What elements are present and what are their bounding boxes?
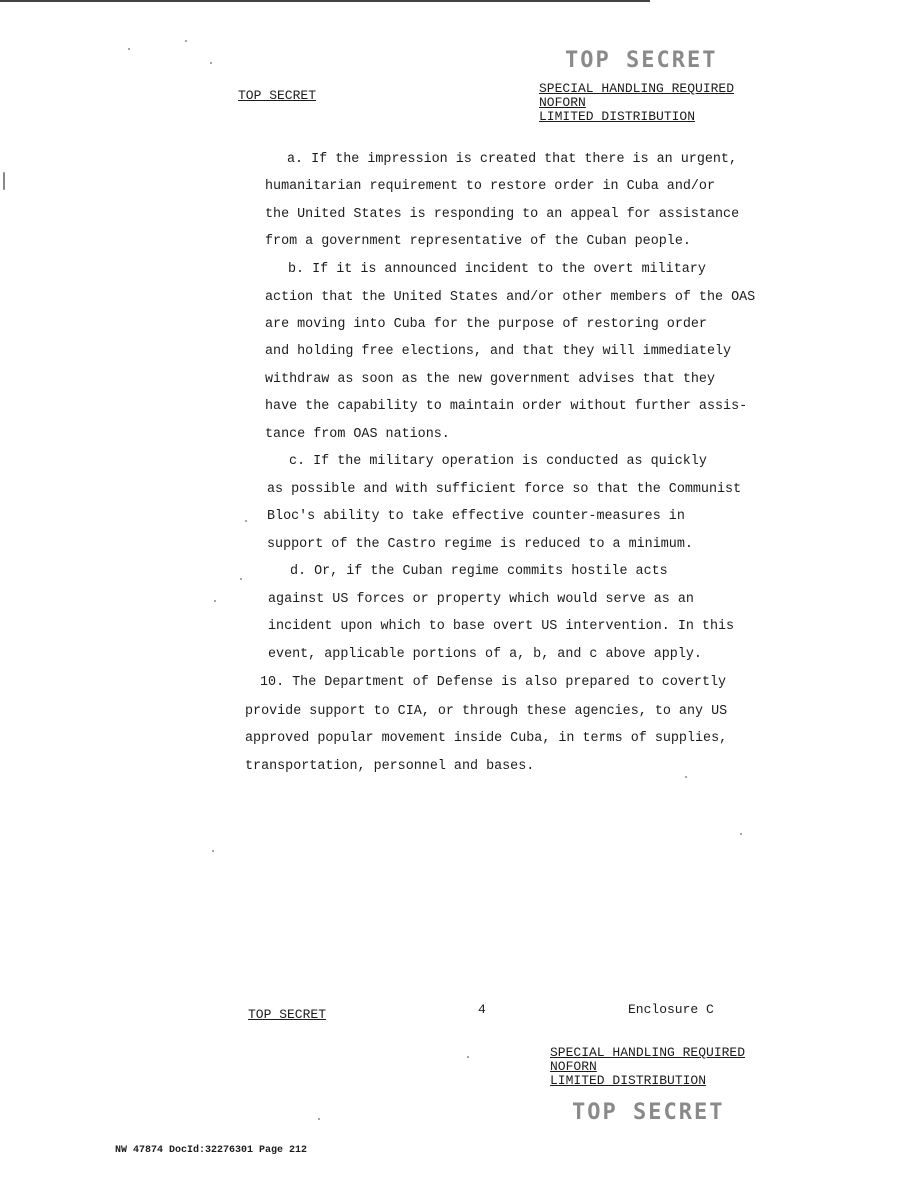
enclosure-label: Enclosure C (628, 1002, 714, 1017)
paragraph-a-line: humanitarian requirement to restore order in Cuba and/or (265, 179, 715, 194)
scan-speck (245, 520, 247, 522)
handling-line: SPECIAL HANDLING REQUIRED (550, 1045, 746, 1060)
scan-speck (128, 48, 130, 50)
paragraph-c-line: support of the Castro regime is reduced to a minimum. (267, 537, 693, 552)
paragraph-10-line: approved popular movement inside Cuba, in terms of supplies, (245, 731, 728, 746)
scan-speck (318, 1118, 320, 1120)
paragraph-d-line: d. Or, if the Cuban regime commits hostile acts (290, 564, 668, 579)
handling-line: SPECIAL HANDLING REQUIRED (539, 81, 735, 96)
scan-speck (740, 833, 742, 835)
paragraph-a-line: from a government representative of the Cuban people. (265, 234, 691, 249)
paragraph-b-line: tance from OAS nations. (265, 427, 450, 442)
paragraph-d-line: event, applicable portions of a, b, and c above apply. (268, 647, 702, 662)
archive-footer-id: NW 47874 DocId:32276301 Page 212 (115, 1145, 308, 1156)
handling-line: LIMITED DISTRIBUTION (550, 1073, 707, 1088)
scan-speck (185, 40, 187, 42)
scan-speck (467, 1056, 469, 1058)
paragraph-c-line: Bloc's ability to take effective counter-measures in (267, 509, 685, 524)
paragraph-10-line: 10. The Department of Defense is also prepared to covertly (260, 675, 727, 690)
paragraph-10-line: transportation, personnel and bases. (245, 759, 535, 774)
top-secret-stamp: TOP SECRET (565, 48, 718, 73)
scan-speck (240, 578, 242, 580)
handling-line: NOFORN (550, 1059, 597, 1074)
paragraph-a-line: the United States is responding to an appeal for assistance (265, 207, 740, 222)
scan-speck (685, 776, 687, 778)
paragraph-c-line: as possible and with sufficient force so that the Communist (267, 482, 742, 497)
scan-top-edge (0, 0, 650, 2)
paragraph-b-line: b. If it is announced incident to the overt military (288, 262, 706, 277)
handling-line: NOFORN (539, 95, 586, 110)
handling-line: LIMITED DISTRIBUTION (539, 109, 696, 124)
paragraph-b-line: action that the United States and/or other members of the OAS (265, 290, 756, 305)
paragraph-d-line: incident upon which to base overt US intervention. In this (268, 619, 735, 634)
paragraph-b-line: are moving into Cuba for the purpose of restoring order (265, 317, 707, 332)
paragraph-10-line: provide support to CIA, or through these agencies, to any US (245, 704, 728, 719)
scan-speck (212, 850, 214, 852)
footer-classification-label: TOP SECRET (248, 1007, 327, 1022)
paragraph-b-line: and holding free elections, and that they will immediately (265, 344, 732, 359)
scan-speck (3, 172, 5, 190)
paragraph-c-line: c. If the military operation is conducted as quickly (289, 454, 707, 469)
classification-label: TOP SECRET (238, 88, 317, 103)
page-number: 4 (478, 1002, 486, 1017)
footer-handling-block (550, 1046, 745, 1088)
bottom-top-secret-stamp: TOP SECRET (572, 1100, 725, 1125)
scan-speck (214, 600, 216, 602)
paragraph-a-line: a. If the impression is created that there is an urgent, (287, 152, 737, 167)
paragraph-b-line: withdraw as soon as the new government advises that they (265, 372, 715, 387)
handling-block (539, 82, 734, 124)
scan-speck (210, 62, 212, 64)
paragraph-d-line: against US forces or property which would serve as an (268, 592, 694, 607)
paragraph-b-line: have the capability to maintain order without further assis- (265, 399, 748, 414)
